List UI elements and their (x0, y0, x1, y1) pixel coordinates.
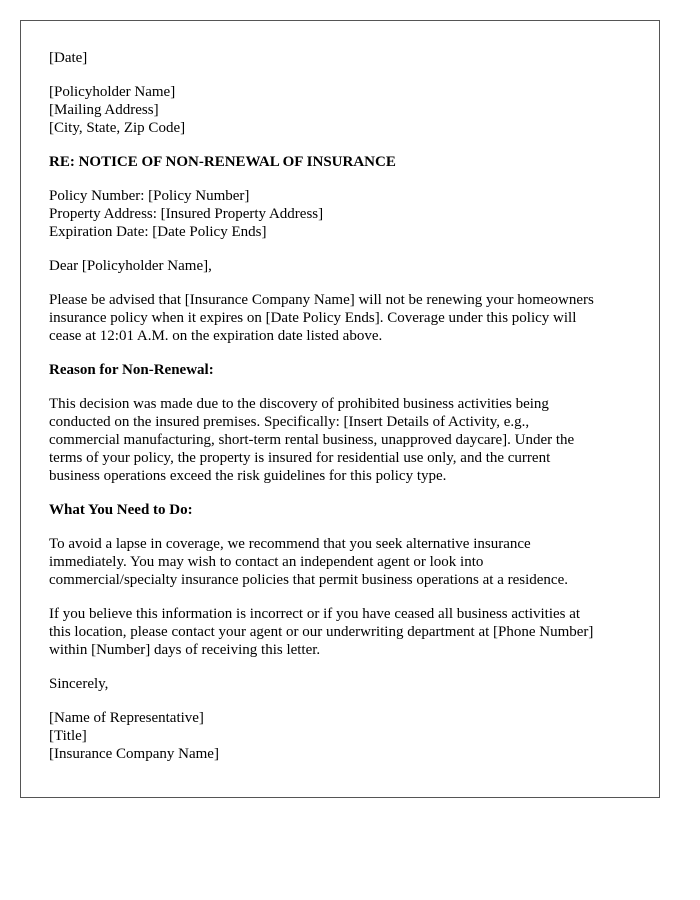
reason-line: terms of your policy, the property is insured for residential use only, and the current (49, 450, 551, 466)
intro-line: cease at 12:01 A.M. on the expiration date listed above. (49, 328, 383, 344)
intro-paragraph (49, 291, 631, 345)
closing-block (49, 675, 631, 693)
reason-line: commercial manufacturing, short-term rental business, unapproved daycare]. Under the (49, 432, 575, 448)
salutation-block (49, 257, 631, 275)
contact-paragraph (49, 605, 631, 659)
recipient-name: [Policyholder Name] (49, 84, 176, 100)
signature-title: [Title] (49, 728, 87, 744)
signature-name: [Name of Representative] (49, 710, 204, 726)
todo-heading-block (49, 501, 631, 519)
letter-date: [Date] (49, 50, 88, 66)
letter-date-block (49, 49, 631, 67)
policy-info-block (49, 187, 631, 241)
expiration-date: Expiration Date: [Date Policy Ends] (49, 224, 267, 240)
signature-company: [Insurance Company Name] (49, 746, 219, 762)
contact-line: within [Number] days of receiving this letter. (49, 642, 321, 658)
recipient-city-state-zip: [City, State, Zip Code] (49, 120, 186, 136)
property-address: Property Address: [Insured Property Address] (49, 206, 324, 222)
reason-heading: Reason for Non-Renewal: (49, 362, 214, 378)
reason-paragraph (49, 395, 631, 485)
letter-subject: RE: NOTICE OF NON-RENEWAL OF INSURANCE (49, 154, 396, 170)
todo-line: To avoid a lapse in coverage, we recommend that you seek alternative insurance (49, 536, 531, 552)
intro-line: insurance policy when it expires on [Date Policy Ends]. Coverage under this policy will (49, 310, 577, 326)
subject-block (49, 153, 631, 171)
signature-block (49, 709, 631, 763)
todo-line: immediately. You may wish to contact an independent agent or look into (49, 554, 484, 570)
reason-heading-block (49, 361, 631, 379)
recipient-address: [Mailing Address] (49, 102, 159, 118)
todo-heading: What You Need to Do: (49, 502, 193, 518)
letter-document (20, 20, 660, 798)
intro-line: Please be advised that [Insurance Company Name] will not be renewing your homeowners (49, 292, 594, 308)
recipient-block (49, 83, 631, 137)
closing: Sincerely, (49, 676, 109, 692)
todo-paragraph (49, 535, 631, 589)
policy-number: Policy Number: [Policy Number] (49, 188, 250, 204)
reason-line: This decision was made due to the discovery of prohibited business activities being (49, 396, 549, 412)
todo-line: commercial/specialty insurance policies that permit business operations at a residence. (49, 572, 568, 588)
contact-line: this location, please contact your agent or our underwriting department at [Phone Number] (49, 624, 594, 640)
reason-line: conducted on the insured premises. Specifically: [Insert Details of Activity, e.g., (49, 414, 530, 430)
salutation: Dear [Policyholder Name], (49, 258, 212, 274)
contact-line: If you believe this information is incorrect or if you have ceased all business activities at (49, 606, 581, 622)
reason-line: business operations exceed the risk guidelines for this policy type. (49, 468, 447, 484)
